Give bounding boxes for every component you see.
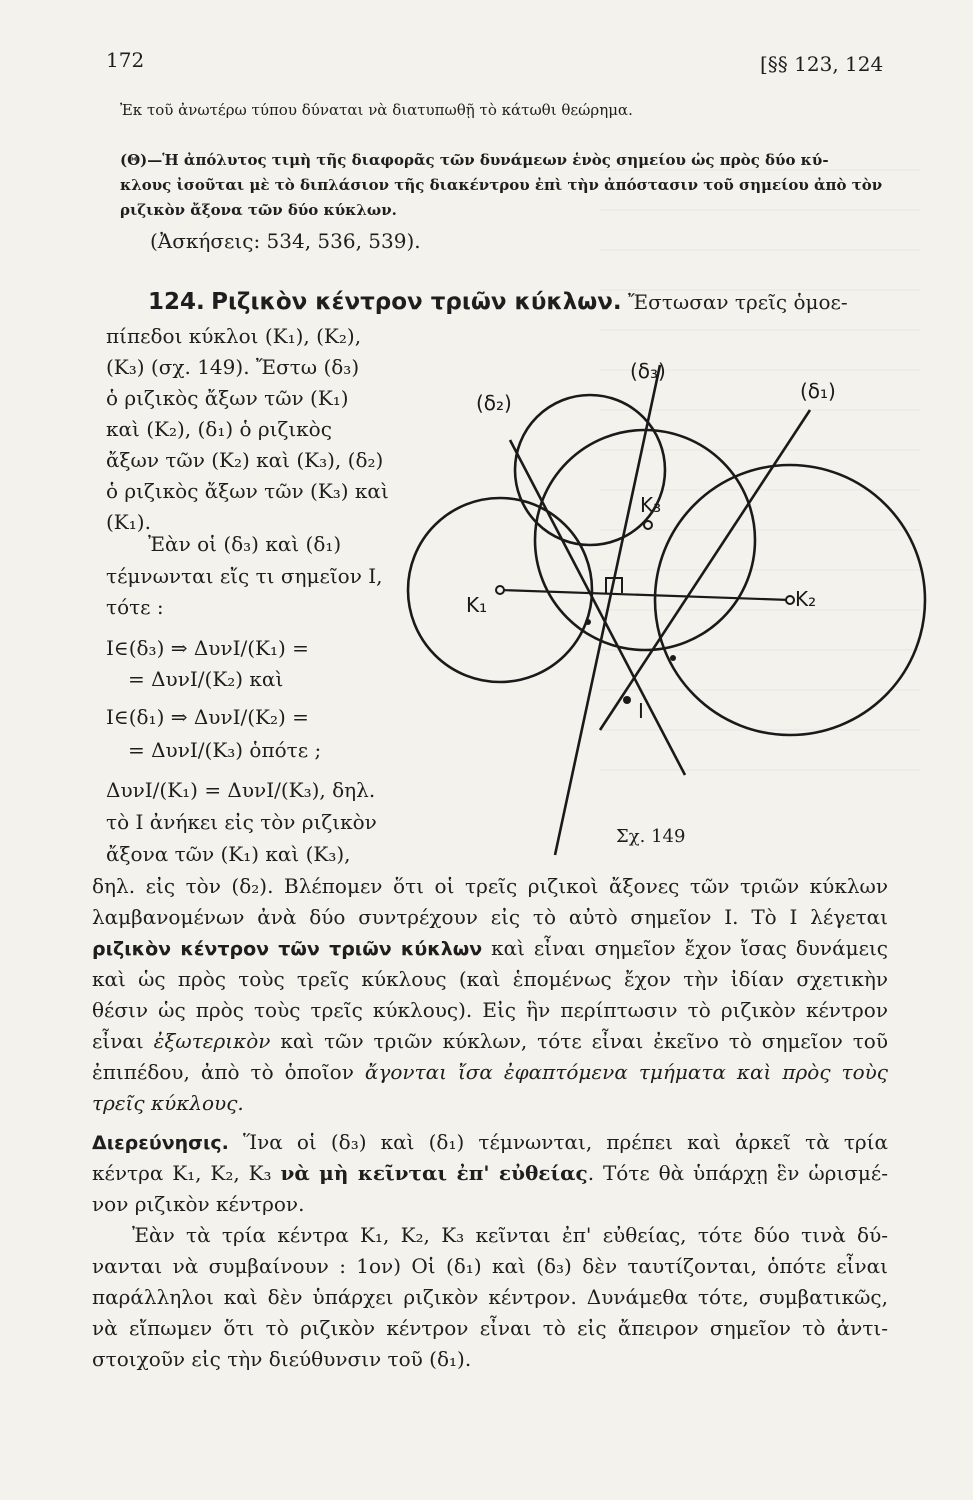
center-k3-dot bbox=[644, 521, 652, 529]
discussion-line: νανται νὰ συμβαίνουν : 1ον) Οἱ (δ₁) καὶ (δ₃) δὲν ταυτίζονται, ὁπότε εἶναι bbox=[92, 1254, 888, 1278]
column-line: Ἐὰν οἱ (δ₃) καὶ (δ₁) bbox=[148, 532, 342, 556]
discussion-text: κέντρα K₁, K₂, K₃ bbox=[92, 1161, 272, 1185]
figure-caption: Σχ. 149 bbox=[616, 826, 686, 847]
paragraph-line bbox=[92, 1027, 888, 1055]
center-k1-dot bbox=[496, 586, 504, 594]
intersection-dot bbox=[585, 619, 591, 625]
paragraph-line: τρεῖς κύκλους. bbox=[92, 1091, 244, 1115]
paragraph-line bbox=[92, 934, 888, 963]
column-line: τότε : bbox=[106, 595, 164, 619]
discussion-text: Ἵνα οἱ (δ₃) καὶ (δ₁) τέμνωνται, πρέπει καὶ ἀρκεῖ τὰ τρία bbox=[242, 1130, 888, 1154]
column-line: ΔυνI/(K₁) = ΔυνI/(K₃), δηλ. bbox=[106, 778, 376, 802]
column-line: = ΔυνI/(K₃) ὁπότε ; bbox=[128, 738, 322, 762]
theorem-line: ριζικὸν ἄξονα τῶν δύο κύκλων. bbox=[120, 201, 397, 219]
section-number: 124. bbox=[148, 289, 205, 315]
discussion-line: Ἐὰν τὰ τρία κέντρα K₁, K₂, K₃ κεῖνται ἐπ' εὐθείας, τότε δύο τινὰ δύ- bbox=[132, 1223, 888, 1247]
paragraph-line: δηλ. εἰς τὸν (δ₂). Βλέπομεν ὅτι οἱ τρεῖς ριζικοὶ ἄξονες τῶν τριῶν κύκλων bbox=[92, 874, 888, 898]
section-first-line: Ἔστωσαν τρεῖς ὁμοε- bbox=[628, 290, 848, 314]
column-line: ἄξων τῶν (K₂) καὶ (K₃), (δ₂) bbox=[106, 448, 384, 472]
circle-k3 bbox=[535, 430, 755, 650]
column-line: τὸ I ἀνήκει εἰς τὸν ριζικὸν bbox=[106, 810, 377, 834]
radical-axis-d1 bbox=[600, 410, 810, 730]
label-k1: K₁ bbox=[466, 593, 488, 617]
column-line: I∈(δ₁) ⇒ ΔυνI/(K₂) = bbox=[106, 705, 309, 729]
discussion-line bbox=[92, 1128, 888, 1157]
label-i: I bbox=[638, 699, 644, 723]
column-line: (K₃) (σχ. 149). Ἔστω (δ₃) bbox=[106, 355, 360, 379]
column-line: πίπεδοι κύκλοι (K₁), (K₂), bbox=[106, 324, 362, 348]
exercises-reference: (Ἀσκήσεις: 534, 536, 539). bbox=[150, 229, 421, 253]
section-reference: [§§ 123, 124 bbox=[760, 52, 884, 76]
column-line: τέμνωνται εἴς τι σημεῖον I, bbox=[106, 564, 383, 588]
discussion-line: στοιχοῦν εἰς τὴν διεύθυνσιν τοῦ (δ₁). bbox=[92, 1347, 472, 1371]
radical-center-term: ριζικὸν κέντρον τῶν τριῶν κύκλων bbox=[92, 938, 483, 960]
page-number: 172 bbox=[106, 48, 145, 72]
paragraph-text: εἶναι bbox=[92, 1029, 144, 1053]
label-k2: K₂ bbox=[795, 587, 817, 611]
column-line: I∈(δ₃) ⇒ ΔυνI/(K₁) = bbox=[106, 636, 309, 660]
bold-condition: νὰ μὴ κεῖνται ἐπ' εὐθείας bbox=[280, 1161, 588, 1185]
discussion-text: . Τότε θὰ ὑπάρχῃ ἓν ὡρισμέ- bbox=[587, 1161, 889, 1185]
theorem-line: (Θ)—Ἡ ἀπόλυτος τιμὴ τῆς διαφορᾶς τῶν δυνάμεων ἑνὸς σημείου ὡς πρὸς δύο κύ- bbox=[120, 151, 829, 169]
discussion-title: Διερεύνησις. bbox=[92, 1132, 229, 1154]
column-line: ὁ ριζικὸς ἄξων τῶν (K₁) bbox=[106, 386, 349, 410]
intro-line: Ἐκ τοῦ ἀνωτέρω τύπου δύναται νὰ διατυπωθῇ τὸ κάτωθι θεώρημα. bbox=[120, 101, 633, 119]
italic-phrase: ἄγονται ἴσα ἐφαπτόμενα τμήματα καὶ πρὸς τοὺς bbox=[364, 1060, 888, 1084]
label-d2: (δ₂) bbox=[476, 391, 512, 415]
paragraph-line: λαμβανομένων ἀνὰ δύο συντρέχουν εἰς τὸ αὐτὸ σημεῖον I. Τὸ I λέγεται bbox=[92, 905, 888, 929]
column-line: ὁ ριζικὸς ἄξων τῶν (K₃) καὶ bbox=[106, 479, 389, 503]
theorem-line: κλους ἰσοῦται μὲ τὸ διπλάσιον τῆς διακέντρου ἐπὶ τὴν ἀπόστασιν τοῦ σημείου ἀπὸ τὸν bbox=[120, 176, 883, 194]
center-k2-dot bbox=[786, 596, 794, 604]
paragraph-text: καὶ εἶναι σημεῖον ἔχον ἴσας δυνάμεις bbox=[491, 936, 888, 960]
paragraph-text: καὶ τῶν τριῶν κύκλων, τότε εἶναι ἐκεῖνο τὸ σημεῖον τοῦ bbox=[280, 1029, 889, 1053]
label-d1: (δ₁) bbox=[800, 379, 836, 403]
column-line: καὶ (K₂), (δ₁) ὁ ριζικὸς bbox=[106, 417, 332, 441]
label-k3: K₃ bbox=[640, 493, 662, 517]
label-d3: (δ₃) bbox=[630, 359, 666, 383]
paragraph-line: καὶ ὡς πρὸς τοὺς τρεῖς κύκλους (καὶ ἑπομένως ἔχον τὴν ἰδίαν σχετικὴν bbox=[92, 967, 888, 991]
column-line: ἄξονα τῶν (K₁) καὶ (K₃), bbox=[106, 842, 351, 866]
discussion-line: νὰ εἴπωμεν ὅτι τὸ ριζικὸν κέντρον εἶναι τὸ εἰς ἄπειρον σημεῖον τὸ ἀντι- bbox=[92, 1316, 888, 1340]
radical-center-dot bbox=[623, 696, 631, 704]
section-title: Ριζικὸν κέντρον τριῶν κύκλων. bbox=[211, 289, 622, 315]
column-line: = ΔυνI/(K₂) καὶ bbox=[128, 667, 284, 691]
paragraph-text: ἐπιπέδου, ἀπὸ τὸ ὁποῖον bbox=[92, 1060, 354, 1084]
paragraph-line: θέσιν ὡς πρὸς τοὺς τρεῖς κύκλους). Εἰς ἣν περίπτωσιν τὸ ριζικὸν κέντρον bbox=[92, 998, 888, 1022]
discussion-line bbox=[92, 1159, 888, 1187]
discussion-line: νον ριζικὸν κέντρον. bbox=[92, 1192, 305, 1216]
radical-axis-d2 bbox=[510, 440, 685, 775]
discussion-line: παράλληλοι καὶ δὲν ὑπάρχει ριζικὸν κέντρον. Δυνάμεθα τότε, συμβατικῶς, bbox=[92, 1285, 888, 1309]
intersection-dot bbox=[670, 655, 676, 661]
paragraph-line bbox=[92, 1058, 888, 1086]
column-line: (K₁). bbox=[106, 510, 151, 534]
italic-term: ἐξωτερικὸν bbox=[153, 1029, 271, 1053]
center-line-k1-k2 bbox=[500, 590, 790, 600]
radical-axis-d3 bbox=[555, 365, 660, 855]
